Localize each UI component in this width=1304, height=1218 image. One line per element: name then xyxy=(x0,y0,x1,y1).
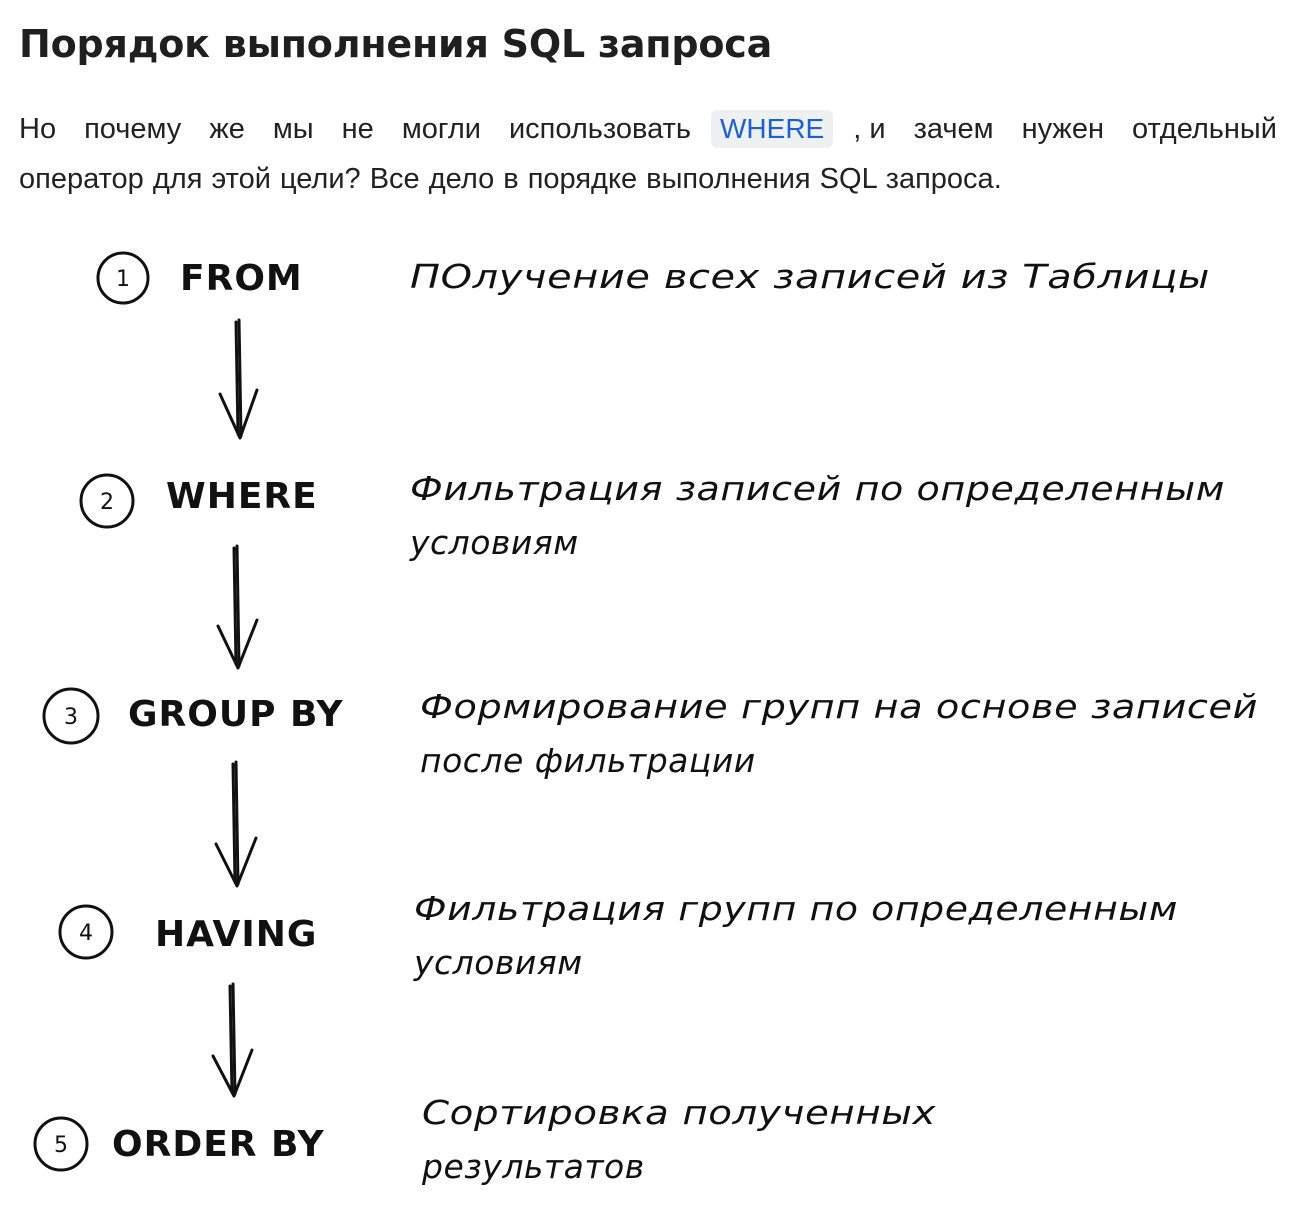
intro-word: , и xyxy=(853,113,886,145)
step-keyword: WHERE xyxy=(166,476,318,517)
step-keyword: GROUP BY xyxy=(128,694,344,735)
intro-word: использовать xyxy=(508,113,691,145)
step-description: Формирование групп на основе записей xyxy=(420,687,1258,726)
step-description: Фильтрация групп по определенным xyxy=(414,889,1178,928)
intro-paragraph xyxy=(19,104,1277,204)
intro-word: отдельный xyxy=(1131,113,1277,145)
arrow-down-icon xyxy=(218,546,257,668)
arrow-down-icon xyxy=(220,320,257,438)
intro-line-1 xyxy=(19,104,1277,154)
step-number: 4 xyxy=(79,921,93,946)
step-5 xyxy=(35,1093,936,1186)
step-keyword: FROM xyxy=(180,258,303,299)
step-4 xyxy=(60,889,1178,982)
step-description: условиям xyxy=(410,523,579,562)
inline-code-where: WHERE xyxy=(711,110,833,148)
step-number: 3 xyxy=(64,705,78,730)
step-keyword: ORDER BY xyxy=(112,1124,325,1165)
step-keyword: HAVING xyxy=(155,914,318,955)
intro-word: мы xyxy=(272,113,314,145)
step-description: результатов xyxy=(422,1147,645,1186)
step-2 xyxy=(81,469,1225,562)
page-title: Порядок выполнения SQL запроса xyxy=(19,22,773,66)
step-description: после фильтрации xyxy=(420,741,756,780)
step-description: Сортировка полученных xyxy=(422,1093,936,1132)
intro-word: Но xyxy=(19,113,57,145)
step-3 xyxy=(44,687,1258,780)
intro-word: же xyxy=(209,113,245,145)
intro-word: могли xyxy=(401,113,481,145)
arrow-down-icon xyxy=(216,762,256,886)
step-number: 5 xyxy=(54,1133,68,1158)
step-number: 2 xyxy=(100,490,114,515)
sql-execution-order-diagram xyxy=(0,222,1304,1218)
arrow-down-icon xyxy=(213,984,252,1096)
intro-word: почему xyxy=(84,113,182,145)
intro-word: нужен xyxy=(1021,113,1104,145)
step-description: ПОлучение всех записей из Таблицы xyxy=(410,257,1210,296)
diagram-canvas xyxy=(0,222,1304,1218)
step-description: условиям xyxy=(414,943,583,982)
step-number: 1 xyxy=(116,267,130,292)
step-description: Фильтрация записей по определенным xyxy=(410,469,1225,508)
step-1 xyxy=(98,253,1210,303)
intro-word: зачем xyxy=(913,113,994,145)
intro-line-2: оператор для этой цели? Все дело в порядке выполнения SQL запроса. xyxy=(19,163,1002,195)
intro-word: не xyxy=(341,113,374,145)
